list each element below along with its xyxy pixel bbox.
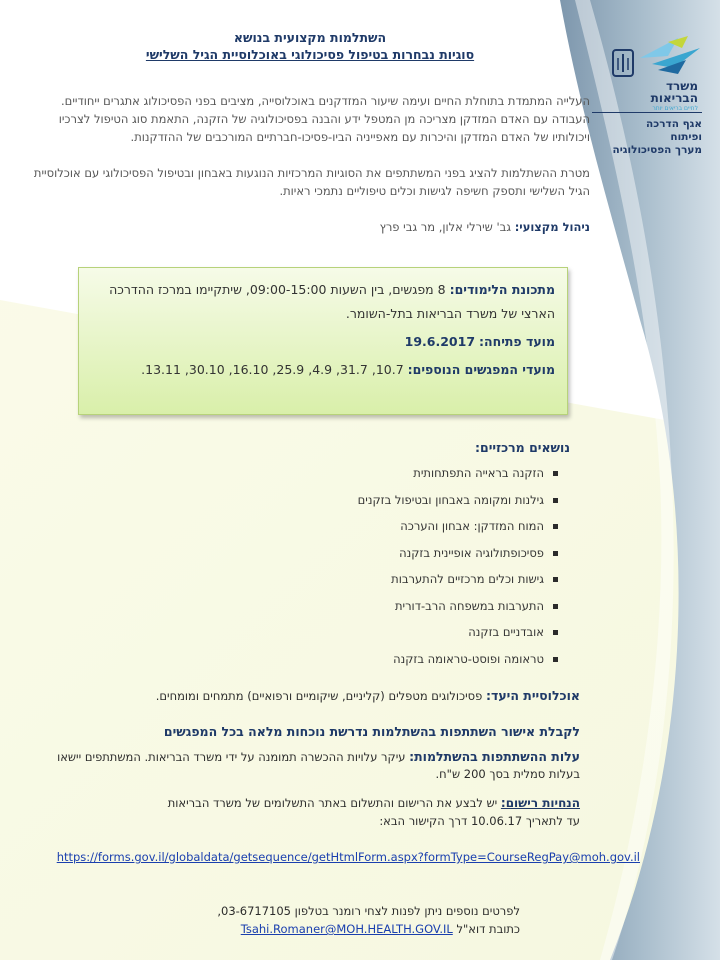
audience-value: פסיכולוגים מטפלים (קליניים, שיקומיים ורפואיים) מתמחים ומומחים. xyxy=(155,689,483,703)
registration-link-row xyxy=(40,846,640,865)
approval-notice: לקבלת אישור השתתפות בהשתלמות נדרשת נוכחות מלאה בכל המפגשים xyxy=(163,724,580,739)
main-content xyxy=(30,30,590,236)
registration-link[interactable]: https://forms.gov.il/globaldata/getsequence/getHtmlForm.aspx?formType=CourseRegPay@moh.gov.il xyxy=(56,850,640,864)
logo-area xyxy=(592,28,702,168)
list-item: התערבות במשפחה הרב-דורית xyxy=(80,596,560,623)
registration-label: הנחיות רישום: xyxy=(500,796,580,810)
audience-label: אוכלוסיית היעד: xyxy=(485,688,580,703)
dept-line2: ופיתוח xyxy=(670,131,702,143)
list-item: גישות וכלים מרכזיים להתערבות xyxy=(80,569,560,596)
opening-label: מועד פתיחה: xyxy=(479,334,555,349)
logo-divider xyxy=(592,112,702,113)
audience-section xyxy=(50,688,580,703)
list-item: הזקנה בראייה התפתחותית xyxy=(80,463,560,490)
registration-section xyxy=(50,794,580,830)
management-value: גב' שירלי אלון, מר גבי פרץ xyxy=(379,220,512,234)
management-label: ניהול מקצועי: xyxy=(514,220,590,234)
cost-value: עיקר עלויות ההכשרה תמומנה על ידי משרד הבריאות. המשתתפים יישאו בעלות סמלית בסך 200 ש"ח. xyxy=(57,750,580,781)
contact-email-link[interactable]: Tsahi.Romaner@MOH.HEALTH.GOV.IL xyxy=(240,922,453,936)
intro-paragraph-2: מטרת ההשתלמות להציג בפני המשתתפים את הסוגיות המרכזיות הנוגעות באבחון ובטיפול הפסיכולוגי עם אוכלוסיית הגיל השלישי ותספק חשיפה לגישות וכלים טיפוליים נתמכי ראיות. xyxy=(33,166,590,198)
topics-title: נושאים מרכזיים: xyxy=(475,440,570,455)
management xyxy=(30,218,590,236)
additional-dates-row xyxy=(91,358,555,382)
page-subtitle: סוגיות נבחרות בטיפול פסיכולוגי באוכלוסיית הגיל השלישי xyxy=(145,47,475,62)
ministry-logo-icon xyxy=(638,34,702,78)
list-item: המוח המזדקן: אבחון והערכה xyxy=(80,516,560,543)
dept-line3: מערך הפסיכולוגיה xyxy=(612,144,702,156)
format-label: מתכונת הלימודים: xyxy=(449,282,555,297)
cost-label: עלות ההשתתפות בהשתלמות: xyxy=(409,749,580,764)
registration-value: יש לבצע את הרישום והתשלום באתר התשלומים של משרד הבריאות xyxy=(167,796,498,810)
additional-value: 10.7, 31.7, 4.9, 25.9, 16.10, 30.10, 13.11. xyxy=(141,362,404,377)
dept-line1: אגף הדרכה xyxy=(646,118,702,130)
page-title: השתלמות מקצועית בנושא xyxy=(233,30,387,45)
topics-list xyxy=(80,463,570,675)
ministry-name-line1: משרד xyxy=(665,79,698,93)
ministry-tagline: לחיים בריאים יותר xyxy=(652,105,698,112)
opening-value: 19.6.2017 xyxy=(404,334,476,349)
format-row xyxy=(91,278,555,326)
format-value: 8 מפגשים, בין השעות 09:00-15:00, שיתקיימו במרכז ההדרכה הארצי של משרד הבריאות בתל-השומר. xyxy=(109,282,555,321)
ministry-emblem-icon xyxy=(610,48,636,80)
topics-section xyxy=(80,440,570,675)
schedule-box xyxy=(78,267,568,415)
list-item: אובדניים בזקנה xyxy=(80,622,560,649)
list-item: פסיכופתולוגיה אופיינית בזקנה xyxy=(80,543,560,570)
contact-section xyxy=(120,902,520,938)
opening-row xyxy=(91,330,555,354)
intro-paragraph-1: העלייה המתמדת בתוחלת החיים ועימה שיעור המזדקנים באוכלוסייה, מציבים בפני הפסיכולוג אתגרים ייחודיים. העבודה עם האדם המזדקן מצריכה מן המטפל ידע והבנה בפסיכולוגיה של הזקנה, התאמת סוג הטיפול לצרכיו ויכולותיו של האדם המזדקן והיכרות עם מאפייניה הביו-פסיכו-חברתיים המורכבים של ההזדקנות. xyxy=(58,94,590,144)
department-name xyxy=(592,118,702,157)
list-item: טראומה ופוסט-טראומה בזקנה xyxy=(80,649,560,676)
contact-line2 xyxy=(120,920,520,938)
ministry-name-line2: הבריאות xyxy=(650,91,698,105)
cost-section xyxy=(50,748,580,783)
contact-line1: לפרטים נוספים ניתן לפנות לצחי רומנר בטלפון 03-6717105, xyxy=(217,904,520,918)
registration-deadline: עד לתאריך 10.06.17 דרך הקישור הבא: xyxy=(379,814,580,828)
list-item: גילנות ומקומה באבחון ובטיפול בזקנים xyxy=(80,490,560,517)
ministry-name xyxy=(632,80,698,113)
additional-label: מועדי המפגשים הנוספים: xyxy=(407,362,555,377)
contact-email-prefix: כתובת דוא"ל xyxy=(456,922,520,936)
